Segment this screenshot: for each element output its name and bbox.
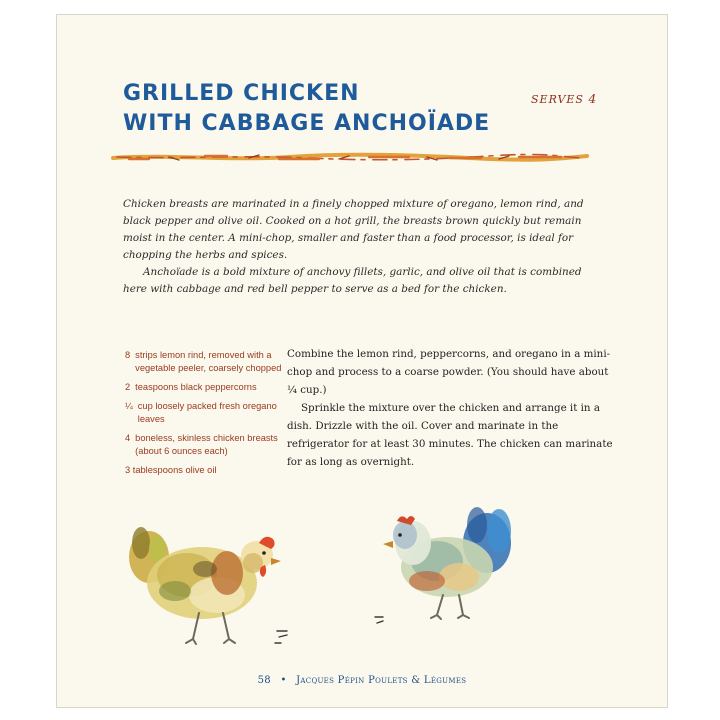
recipe-title-line-2: WITH CABBAGE ANCHOÏADE [123,111,491,136]
book-title: Jacques Pépin Poulets & Légumes [296,675,467,686]
intro-paragraph: Anchoïade is a bold mixture of anchovy fillets, garlic, and olive oil that is combined here with cabbage and red bell pepper to serve as a bed for the chicken. [123,266,582,295]
ingredient-item [125,349,289,375]
ingredient-text: boneless, skinless chicken breasts (about 6 ounces each) [135,433,278,456]
ingredient-item [125,400,289,426]
ingredient-text: cup loosely packed fresh oregano leaves [137,401,277,424]
ingredient-text: teaspoons black peppercorns [135,382,257,392]
recipe-introduction [123,196,601,298]
cookbook-page [56,14,668,708]
footer-separator: • [280,675,287,686]
decorative-brush-rule [109,147,591,167]
serves-label [531,92,597,106]
serves-count: 4 [588,92,598,106]
recipe-method [287,345,617,471]
method-paragraph: Sprinkle the mixture over the chicken and arrange it in a dish. Drizzle with the oil. Cover and marinate in the refrigerator for at least 30 minutes. The chicken can marinate for as long as overnight. [287,402,613,468]
hen-painting-icon [127,513,307,653]
ingredient-item [125,381,289,394]
ingredient-text: strips lemon rind, removed with a vegetable peeler, coarsely chopped [135,350,282,373]
recipe-title [123,79,490,139]
ingredient-quantity: 8 [125,350,131,360]
page-number: 58 [257,675,271,686]
ingredient-quantity: ¼ [125,401,133,411]
ingredient-quantity: 2 [125,382,131,392]
serves-text: SERVES [531,93,584,106]
page-footer [57,675,667,686]
ingredient-quantity: 4 [125,433,131,443]
ingredient-item [125,432,289,458]
intro-paragraph: Chicken breasts are marinated in a finely chopped mixture of oregano, lemon rind, and black pepper and olive oil. Cooked on a hot grill, the breasts brown quickly but remain moist in the center. A mini-chop, smaller and faster than a food processor, is ideal for chopping the herbs and spices. [123,198,584,261]
rooster-painting-icon [367,495,527,635]
ingredient-item [125,464,289,477]
recipe-title-line-1: GRILLED CHICKEN [123,81,360,106]
ingredient-text: 3 tablespoons olive oil [125,465,217,475]
ingredient-list [125,349,289,483]
method-paragraph: Combine the lemon rind, peppercorns, and oregano in a mini-chop and process to a coarse powder. (You should have about ¼ cup.) [287,348,611,396]
